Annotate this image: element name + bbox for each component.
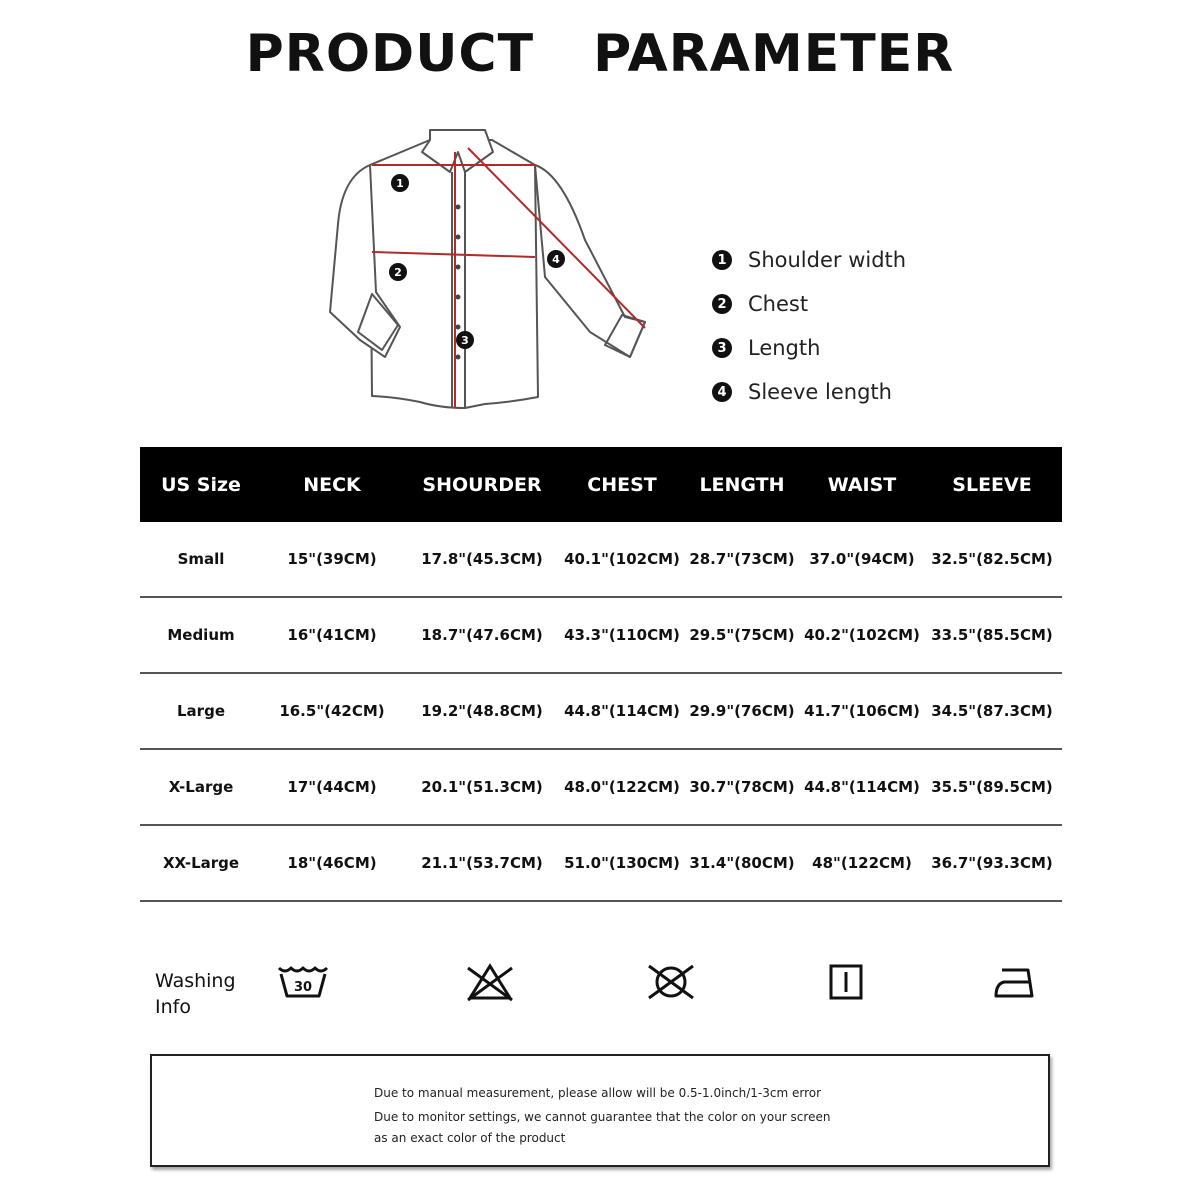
cell-length: 31.4"(80CM) <box>682 825 802 901</box>
cell-neck: 16"(41CM) <box>262 597 402 673</box>
legend-label: Shoulder width <box>748 248 907 272</box>
legend-number-3: 3 <box>712 338 732 358</box>
notice-line-2: Due to monitor settings, we cannot guarantee that the color on your screen <box>374 1110 831 1124</box>
cell-waist: 40.2"(102CM) <box>802 597 922 673</box>
shirt-diagram <box>300 112 680 422</box>
cell-waist: 41.7"(106CM) <box>802 673 922 749</box>
table-row <box>140 749 1062 825</box>
wash-30-icon <box>275 960 331 1004</box>
cell-chest: 51.0"(130CM) <box>562 825 682 901</box>
washing-info-label <box>155 968 236 1020</box>
wash-temperature: 30 <box>293 980 313 995</box>
cell-size: XX-Large <box>140 825 262 901</box>
legend-label: Chest <box>748 292 809 316</box>
cell-chest: 44.8"(114CM) <box>562 673 682 749</box>
cell-waist: 44.8"(114CM) <box>802 749 922 825</box>
iron-icon <box>988 960 1044 1004</box>
header-neck: NECK <box>262 447 402 522</box>
cell-waist: 37.0"(94CM) <box>802 522 922 597</box>
cell-shoulder: 18.7"(47.6CM) <box>402 597 562 673</box>
cell-neck: 18"(46CM) <box>262 825 402 901</box>
header-chest: CHEST <box>562 447 682 522</box>
notice-line-3: as an exact color of the product <box>374 1131 566 1145</box>
cell-chest: 43.3"(110CM) <box>562 597 682 673</box>
no-tumble-dry-icon <box>643 960 699 1004</box>
cell-sleeve: 36.7"(93.3CM) <box>922 825 1062 901</box>
cell-waist: 48"(122CM) <box>802 825 922 901</box>
table-row <box>140 597 1062 673</box>
cell-sleeve: 32.5"(82.5CM) <box>922 522 1062 597</box>
cell-neck: 17"(44CM) <box>262 749 402 825</box>
cell-sleeve: 33.5"(85.5CM) <box>922 597 1062 673</box>
cell-length: 28.7"(73CM) <box>682 522 802 597</box>
no-bleach-icon <box>462 960 518 1004</box>
cell-length: 29.9"(76CM) <box>682 673 802 749</box>
cell-shoulder: 21.1"(53.7CM) <box>402 825 562 901</box>
measurement-legend <box>712 238 972 414</box>
cell-shoulder: 19.2"(48.8CM) <box>402 673 562 749</box>
marker-2: 2 <box>394 266 402 279</box>
table-row <box>140 673 1062 749</box>
table-header-row <box>140 447 1062 522</box>
line-dry-icon <box>818 960 874 1004</box>
header-length: LENGTH <box>682 447 802 522</box>
page-title: PRODUCT PARAMETER <box>245 24 955 84</box>
legend-number-2: 2 <box>712 294 732 314</box>
legend-item-length <box>712 326 972 370</box>
washing-label-line1: Washing <box>155 970 236 992</box>
cell-size: X-Large <box>140 749 262 825</box>
cell-sleeve: 34.5"(87.3CM) <box>922 673 1062 749</box>
legend-label: Length <box>748 336 821 360</box>
legend-number-4: 4 <box>712 382 732 402</box>
notice-line-1: Due to manual measurement, please allow will be 0.5-1.0inch/1-3cm error <box>374 1086 822 1100</box>
header-sleeve: SLEEVE <box>922 447 1062 522</box>
cell-chest: 48.0"(122CM) <box>562 749 682 825</box>
legend-item-sleeve <box>712 370 972 414</box>
washing-label-line2: Info <box>155 996 191 1018</box>
cell-chest: 40.1"(102CM) <box>562 522 682 597</box>
cell-size: Large <box>140 673 262 749</box>
table-row <box>140 522 1062 597</box>
measurement-notice <box>150 1054 1050 1167</box>
cell-shoulder: 17.8"(45.3CM) <box>402 522 562 597</box>
table-row <box>140 825 1062 901</box>
legend-item-chest <box>712 282 972 326</box>
marker-3: 3 <box>461 334 469 347</box>
header-shoulder: SHOURDER <box>402 447 562 522</box>
cell-neck: 15"(39CM) <box>262 522 402 597</box>
cell-shoulder: 20.1"(51.3CM) <box>402 749 562 825</box>
legend-number-1: 1 <box>712 250 732 270</box>
cell-length: 30.7"(78CM) <box>682 749 802 825</box>
marker-4: 4 <box>552 253 560 266</box>
marker-1: 1 <box>396 177 404 190</box>
cell-sleeve: 35.5"(89.5CM) <box>922 749 1062 825</box>
legend-item-shoulder <box>712 238 972 282</box>
size-chart-table <box>140 447 1062 902</box>
cell-size: Small <box>140 522 262 597</box>
header-waist: WAIST <box>802 447 922 522</box>
header-us-size: US Size <box>140 447 262 522</box>
cell-neck: 16.5"(42CM) <box>262 673 402 749</box>
cell-size: Medium <box>140 597 262 673</box>
legend-label: Sleeve length <box>748 380 892 404</box>
cell-length: 29.5"(75CM) <box>682 597 802 673</box>
